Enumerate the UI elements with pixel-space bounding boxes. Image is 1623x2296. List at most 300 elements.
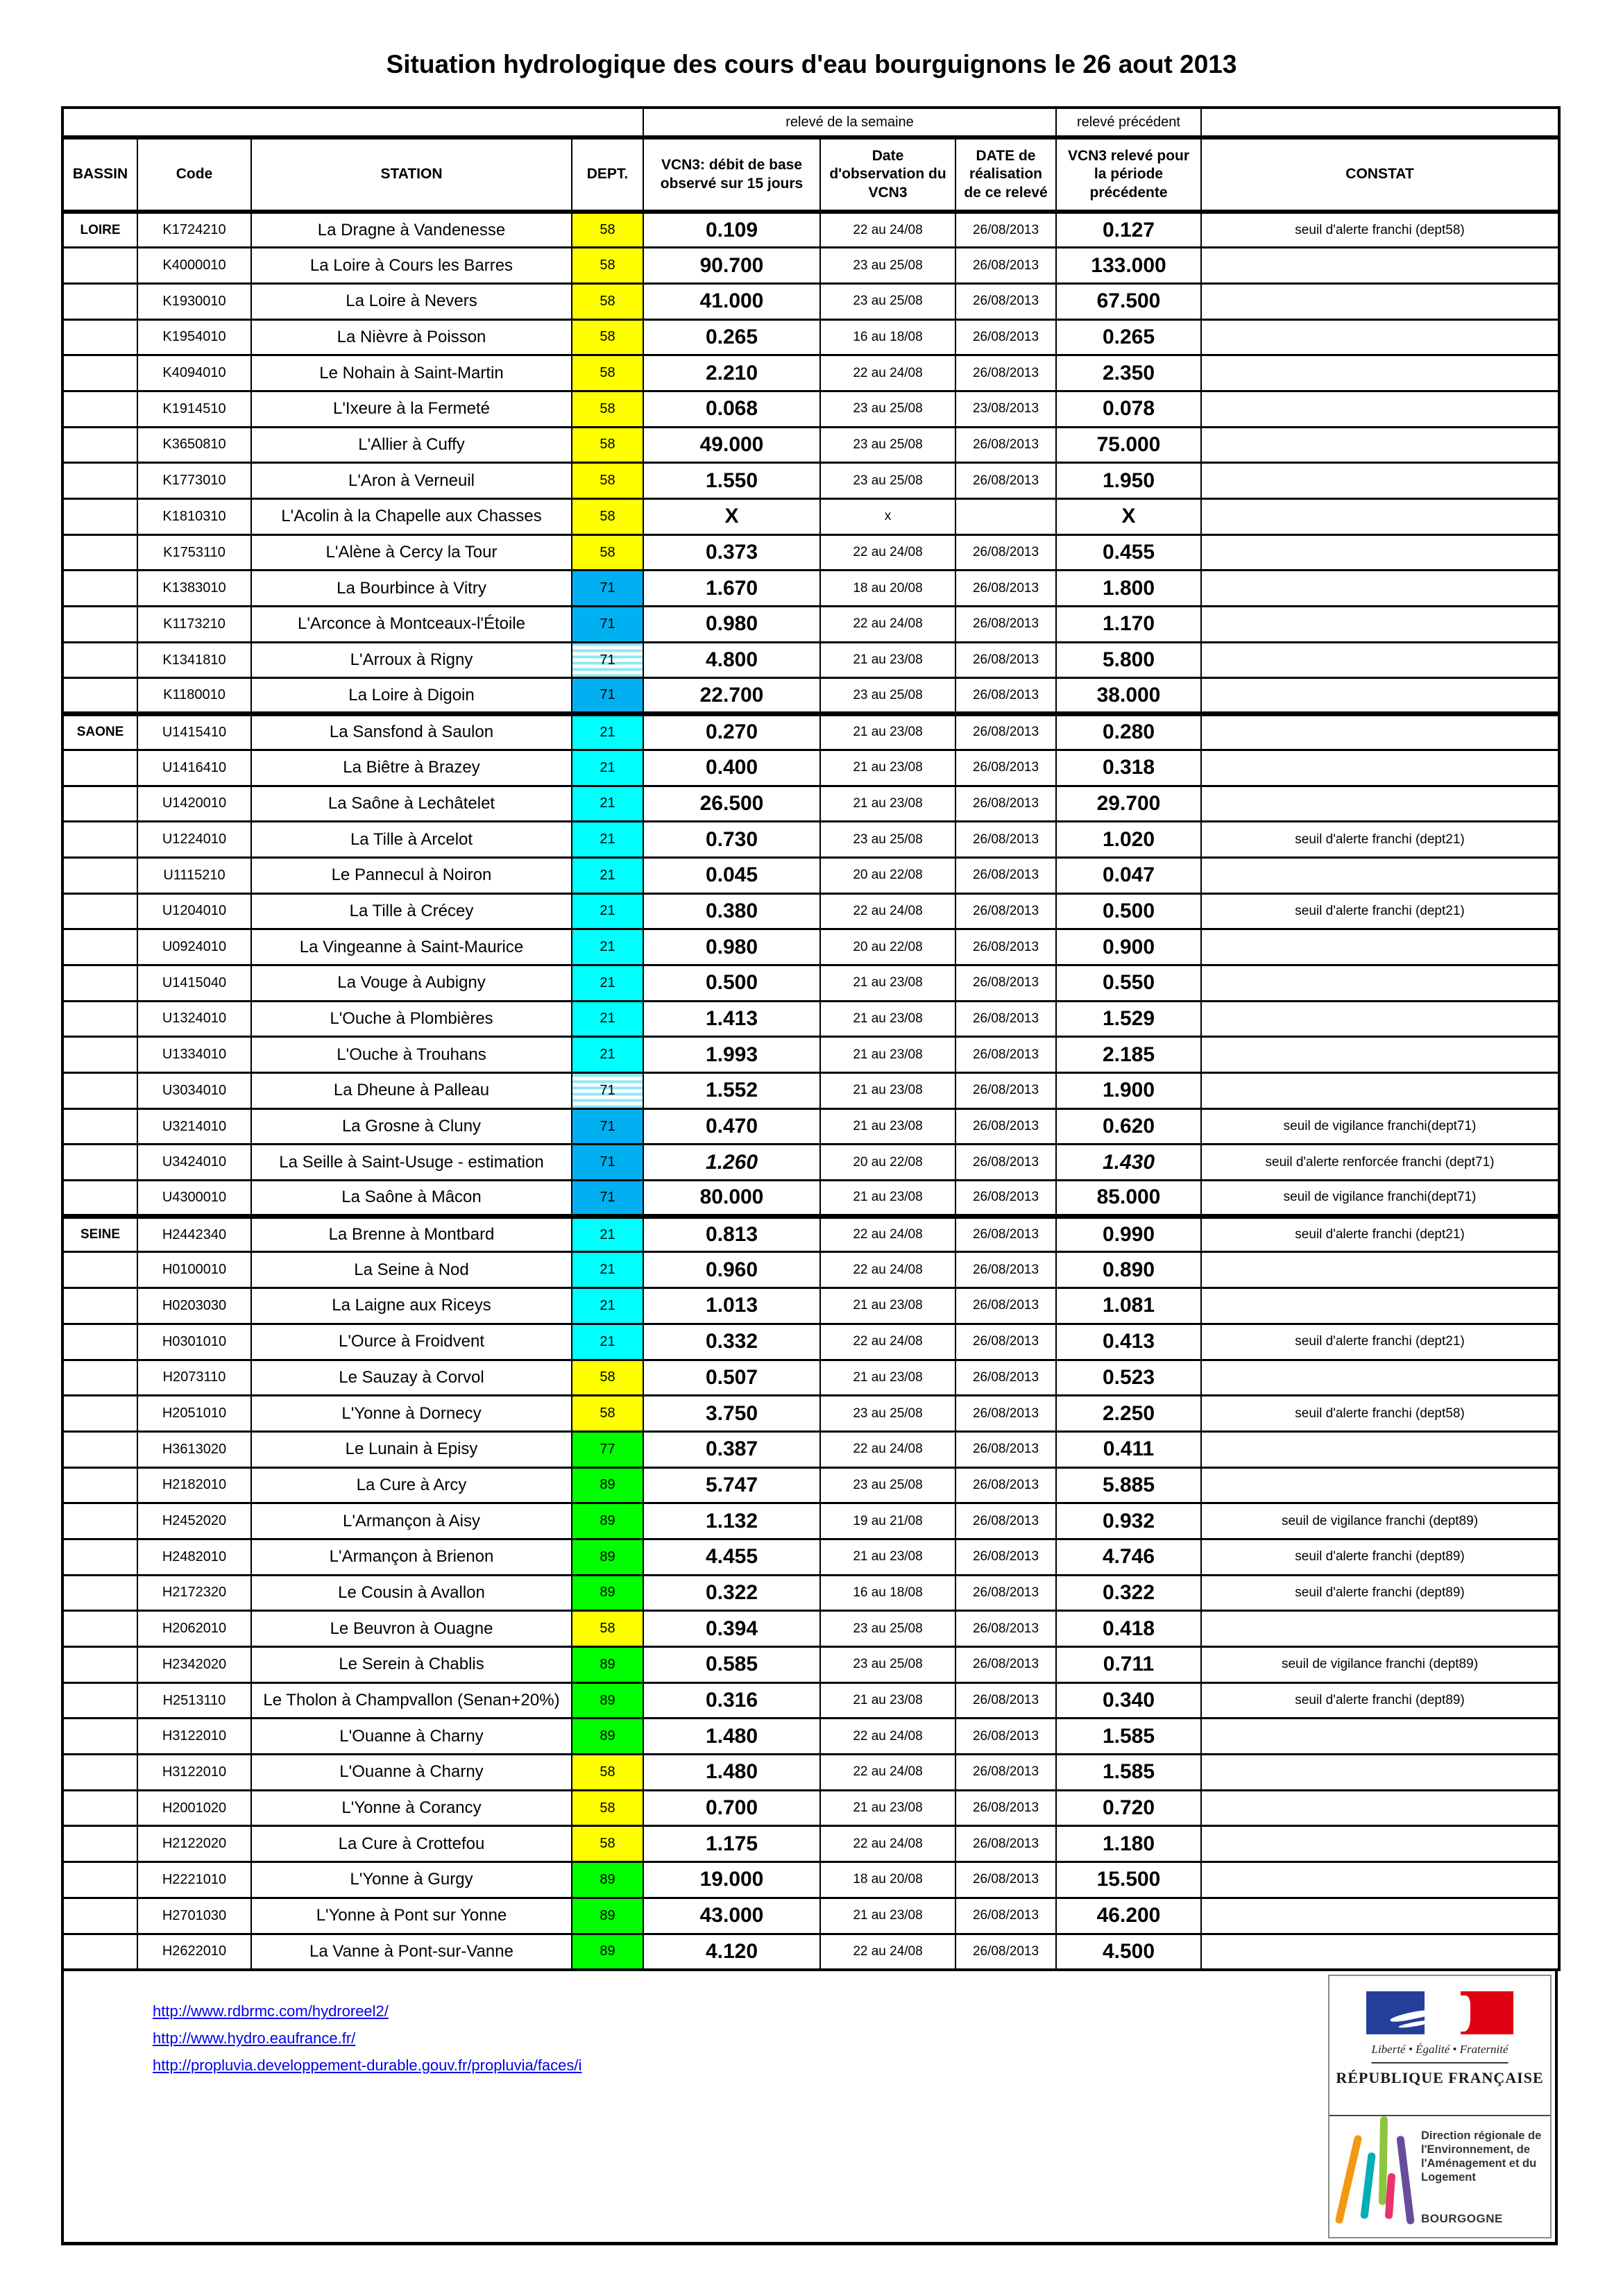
cell-dept: 58 — [572, 463, 643, 499]
cell-vcn3: 22.700 — [643, 678, 820, 714]
cell-bassin — [62, 1431, 137, 1467]
cell-vcn3prev: 2.250 — [1056, 1396, 1201, 1432]
cell-vcn3: X — [643, 499, 820, 535]
cell-station: Le Lunain à Episy — [251, 1431, 572, 1467]
cell-vcn3prev: 133.000 — [1056, 248, 1201, 284]
cell-bassin — [62, 1503, 137, 1539]
column-header-date-obs: Date d'observation du VCN3 — [820, 137, 955, 212]
cell-bassin — [62, 642, 137, 678]
cell-code: H2482010 — [137, 1539, 251, 1575]
cell-bassin: SAONE — [62, 714, 137, 750]
cell-dept: 89 — [572, 1467, 643, 1503]
column-header-constat: CONSTAT — [1201, 137, 1559, 212]
cell-vcn3prev: 38.000 — [1056, 678, 1201, 714]
cell-vcn3: 0.700 — [643, 1790, 820, 1826]
cell-station: La Brenne à Montbard — [251, 1216, 572, 1252]
cell-datereal: 26/08/2013 — [955, 786, 1056, 822]
cell-vcn3: 0.109 — [643, 212, 820, 248]
cell-vcn3prev: 2.350 — [1056, 355, 1201, 391]
cell-vcn3prev: 29.700 — [1056, 786, 1201, 822]
cell-dept: 58 — [572, 212, 643, 248]
cell-dateobs: 21 au 23/08 — [820, 1360, 955, 1396]
cell-constat — [1201, 1719, 1559, 1755]
cell-code: K1773010 — [137, 463, 251, 499]
cell-code: U1415410 — [137, 714, 251, 750]
cell-code: U1324010 — [137, 1001, 251, 1037]
table-row — [62, 1503, 1559, 1539]
table-row — [62, 822, 1559, 858]
cell-vcn3: 1.013 — [643, 1288, 820, 1324]
cell-constat — [1201, 607, 1559, 643]
cell-bassin — [62, 1826, 137, 1862]
cell-code: H2452020 — [137, 1503, 251, 1539]
cell-datereal: 26/08/2013 — [955, 1252, 1056, 1288]
table-row — [62, 1037, 1559, 1073]
cell-dateobs: 20 au 22/08 — [820, 929, 955, 965]
cell-dept: 21 — [572, 786, 643, 822]
cell-dept: 89 — [572, 1898, 643, 1934]
cell-vcn3: 1.480 — [643, 1755, 820, 1791]
cell-bassin — [62, 1575, 137, 1611]
cell-dept: 21 — [572, 1216, 643, 1252]
cell-station: La Vouge à Aubigny — [251, 965, 572, 1001]
cell-code: K1724210 — [137, 212, 251, 248]
cell-dept: 71 — [572, 607, 643, 643]
cell-dateobs: 23 au 25/08 — [820, 463, 955, 499]
table-row — [62, 463, 1559, 499]
cell-constat: seuil d'alerte franchi (dept58) — [1201, 1396, 1559, 1432]
cell-station: Le Serein à Chablis — [251, 1647, 572, 1683]
cell-dateobs: 21 au 23/08 — [820, 1108, 955, 1145]
cell-station: La Seille à Saint-Usuge - estimation — [251, 1145, 572, 1181]
cell-datereal: 26/08/2013 — [955, 571, 1056, 607]
cell-code: K1930010 — [137, 283, 251, 319]
table-row — [62, 1108, 1559, 1145]
cell-dateobs: 21 au 23/08 — [820, 642, 955, 678]
cell-code: K1810310 — [137, 499, 251, 535]
table-row — [62, 1145, 1559, 1181]
cell-vcn3: 26.500 — [643, 786, 820, 822]
cell-vcn3prev: 0.550 — [1056, 965, 1201, 1001]
cell-dateobs: 20 au 22/08 — [820, 1145, 955, 1181]
cell-dept: 58 — [572, 391, 643, 427]
cell-vcn3prev: 0.932 — [1056, 1503, 1201, 1539]
cell-dept: 89 — [572, 1503, 643, 1539]
cell-bassin — [62, 822, 137, 858]
cell-vcn3: 0.980 — [643, 929, 820, 965]
cell-datereal: 26/08/2013 — [955, 1898, 1056, 1934]
cell-dept: 21 — [572, 857, 643, 893]
cell-vcn3prev: 15.500 — [1056, 1862, 1201, 1898]
cell-vcn3: 1.413 — [643, 1001, 820, 1037]
cell-dateobs: 22 au 24/08 — [820, 1826, 955, 1862]
table-row — [62, 534, 1559, 571]
cell-dept: 89 — [572, 1862, 643, 1898]
cell-dateobs: 23 au 25/08 — [820, 678, 955, 714]
cell-bassin — [62, 1611, 137, 1647]
table-row — [62, 786, 1559, 822]
cell-code: U1224010 — [137, 822, 251, 858]
cell-datereal: 26/08/2013 — [955, 1037, 1056, 1073]
cell-station: La Bourbince à Vitry — [251, 571, 572, 607]
cell-code: H2001020 — [137, 1790, 251, 1826]
cell-dept: 58 — [572, 355, 643, 391]
cell-vcn3: 1.670 — [643, 571, 820, 607]
cell-station: La Tille à Crécey — [251, 893, 572, 929]
cell-constat — [1201, 1934, 1559, 1970]
cell-constat — [1201, 750, 1559, 786]
cell-dept: 89 — [572, 1647, 643, 1683]
cell-vcn3prev: 46.200 — [1056, 1898, 1201, 1934]
table-row — [62, 1288, 1559, 1324]
cell-constat — [1201, 642, 1559, 678]
cell-dept: 89 — [572, 1575, 643, 1611]
cell-constat — [1201, 391, 1559, 427]
cell-constat — [1201, 1001, 1559, 1037]
cell-station: La Vanne à Pont-sur-Vanne — [251, 1934, 572, 1970]
cell-code: K1914510 — [137, 391, 251, 427]
table-row — [62, 1934, 1559, 1970]
cell-station: L'Armançon à Brienon — [251, 1539, 572, 1575]
cell-constat — [1201, 463, 1559, 499]
cell-datereal: 26/08/2013 — [955, 965, 1056, 1001]
cell-bassin — [62, 1324, 137, 1360]
cell-bassin — [62, 1934, 137, 1970]
table-row — [62, 1755, 1559, 1791]
cell-vcn3prev: 1.529 — [1056, 1001, 1201, 1037]
cell-dateobs: 23 au 25/08 — [820, 427, 955, 463]
cell-dept: 21 — [572, 1252, 643, 1288]
cell-code: H2221010 — [137, 1862, 251, 1898]
cell-bassin — [62, 1181, 137, 1217]
cell-dateobs: 22 au 24/08 — [820, 1252, 955, 1288]
table-row — [62, 1647, 1559, 1683]
cell-dateobs: 21 au 23/08 — [820, 1181, 955, 1217]
cell-vcn3: 0.394 — [643, 1611, 820, 1647]
cell-bassin — [62, 1108, 137, 1145]
cell-datereal: 26/08/2013 — [955, 714, 1056, 750]
cell-bassin: SEINE — [62, 1216, 137, 1252]
cell-vcn3prev: 5.800 — [1056, 642, 1201, 678]
cell-dept: 71 — [572, 1073, 643, 1109]
cell-vcn3prev: 1.800 — [1056, 571, 1201, 607]
cell-vcn3prev: 2.185 — [1056, 1037, 1201, 1073]
cell-dept: 89 — [572, 1682, 643, 1719]
cell-vcn3: 0.507 — [643, 1360, 820, 1396]
cell-code: H0301010 — [137, 1324, 251, 1360]
cell-datereal: 26/08/2013 — [955, 1145, 1056, 1181]
cell-code: H0203030 — [137, 1288, 251, 1324]
group-header-blank-right — [1201, 108, 1559, 137]
group-header-row — [62, 108, 1559, 137]
cell-constat — [1201, 427, 1559, 463]
table-row — [62, 1431, 1559, 1467]
cell-code: H3613020 — [137, 1431, 251, 1467]
cell-code: U1416410 — [137, 750, 251, 786]
cell-station: L'Armançon à Aisy — [251, 1503, 572, 1539]
cell-dept: 21 — [572, 929, 643, 965]
cell-dateobs: 22 au 24/08 — [820, 1431, 955, 1467]
link-hydroreel[interactable]: http://www.rdbrmc.com/hydroreel2/ — [153, 2002, 389, 2020]
cell-dept: 58 — [572, 427, 643, 463]
cell-dept: 21 — [572, 1324, 643, 1360]
cell-vcn3: 2.210 — [643, 355, 820, 391]
cell-bassin — [62, 1037, 137, 1073]
table-row — [62, 283, 1559, 319]
table-row — [62, 1862, 1559, 1898]
cell-datereal: 26/08/2013 — [955, 822, 1056, 858]
cell-constat: seuil de vigilance franchi(dept71) — [1201, 1181, 1559, 1217]
group-header-previous: relevé précédent — [1056, 108, 1201, 137]
cell-dept: 58 — [572, 1360, 643, 1396]
cell-datereal: 26/08/2013 — [955, 929, 1056, 965]
table-row — [62, 1611, 1559, 1647]
table-row — [62, 1467, 1559, 1503]
cell-vcn3prev: 4.746 — [1056, 1539, 1201, 1575]
cell-code: H2172320 — [137, 1575, 251, 1611]
cell-code: K1173210 — [137, 607, 251, 643]
cell-constat — [1201, 857, 1559, 893]
cell-datereal: 26/08/2013 — [955, 1539, 1056, 1575]
cell-bassin — [62, 1647, 137, 1683]
cell-bassin — [62, 1360, 137, 1396]
cell-constat — [1201, 1611, 1559, 1647]
cell-dateobs: 22 au 24/08 — [820, 1216, 955, 1252]
cell-datereal: 26/08/2013 — [955, 1790, 1056, 1826]
cell-bassin — [62, 1682, 137, 1719]
cell-code: U1204010 — [137, 893, 251, 929]
dreal-stick-purple-icon — [1396, 2136, 1415, 2225]
table-row — [62, 427, 1559, 463]
cell-code: H2622010 — [137, 1934, 251, 1970]
cell-vcn3: 0.068 — [643, 391, 820, 427]
cell-code: U1334010 — [137, 1037, 251, 1073]
cell-datereal: 26/08/2013 — [955, 1216, 1056, 1252]
cell-dept: 58 — [572, 1396, 643, 1432]
cell-station: La Dheune à Palleau — [251, 1073, 572, 1109]
cell-constat — [1201, 678, 1559, 714]
cell-vcn3prev: 67.500 — [1056, 283, 1201, 319]
cell-bassin — [62, 678, 137, 714]
cell-datereal: 26/08/2013 — [955, 1288, 1056, 1324]
cell-constat: seuil d'alerte franchi (dept89) — [1201, 1575, 1559, 1611]
cell-dept: 21 — [572, 822, 643, 858]
cell-datereal: 26/08/2013 — [955, 1396, 1056, 1432]
cell-dateobs: 22 au 24/08 — [820, 212, 955, 248]
cell-vcn3prev: 5.885 — [1056, 1467, 1201, 1503]
dreal-stick-teal-icon — [1360, 2152, 1376, 2220]
cell-code: U3424010 — [137, 1145, 251, 1181]
table-row — [62, 750, 1559, 786]
cell-datereal: 26/08/2013 — [955, 678, 1056, 714]
cell-datereal: 23/08/2013 — [955, 391, 1056, 427]
cell-station: L'Ouche à Trouhans — [251, 1037, 572, 1073]
cell-bassin — [62, 965, 137, 1001]
cell-station: L'Ixeure à la Fermeté — [251, 391, 572, 427]
cell-constat: seuil d'alerte franchi (dept21) — [1201, 893, 1559, 929]
cell-code: U4300010 — [137, 1181, 251, 1217]
table-row — [62, 1181, 1559, 1217]
cell-dateobs: 22 au 24/08 — [820, 1755, 955, 1791]
cell-dept: 58 — [572, 534, 643, 571]
cell-dept: 21 — [572, 965, 643, 1001]
cell-datereal: 26/08/2013 — [955, 1611, 1056, 1647]
cell-station: La Vingeanne à Saint-Maurice — [251, 929, 572, 965]
cell-dateobs: 21 au 23/08 — [820, 1001, 955, 1037]
cell-station: L'Arroux à Rigny — [251, 642, 572, 678]
cell-dateobs: 23 au 25/08 — [820, 822, 955, 858]
cell-station: L'Yonne à Dornecy — [251, 1396, 572, 1432]
cell-code: U1115210 — [137, 857, 251, 893]
motto-text: Liberté • Égalité • Fraternité — [1372, 2043, 1509, 2063]
cell-station: La Biêtre à Brazey — [251, 750, 572, 786]
cell-dateobs: 22 au 24/08 — [820, 607, 955, 643]
cell-dept: 21 — [572, 1001, 643, 1037]
cell-dept: 71 — [572, 571, 643, 607]
cell-constat — [1201, 714, 1559, 750]
cell-vcn3prev: 0.900 — [1056, 929, 1201, 965]
cell-bassin — [62, 571, 137, 607]
cell-vcn3: 4.455 — [643, 1539, 820, 1575]
cell-vcn3prev: 0.620 — [1056, 1108, 1201, 1145]
cell-dateobs: 23 au 25/08 — [820, 391, 955, 427]
cell-station: L'Ouanne à Charny — [251, 1755, 572, 1791]
cell-dateobs: 18 au 20/08 — [820, 571, 955, 607]
cell-vcn3prev: 75.000 — [1056, 427, 1201, 463]
cell-dept: 58 — [572, 319, 643, 355]
cell-vcn3: 0.270 — [643, 714, 820, 750]
dreal-logo — [1329, 2116, 1550, 2236]
cell-datereal: 26/08/2013 — [955, 212, 1056, 248]
cell-bassin — [62, 534, 137, 571]
table-row — [62, 1396, 1559, 1432]
cell-dateobs: 21 au 23/08 — [820, 1682, 955, 1719]
column-header-vcn3-prev: VCN3 relevé pour la période précédente — [1056, 137, 1201, 212]
cell-datereal: 26/08/2013 — [955, 283, 1056, 319]
table-row — [62, 714, 1559, 750]
cell-station: L'Yonne à Corancy — [251, 1790, 572, 1826]
cell-station: L'Acolin à la Chapelle aux Chasses — [251, 499, 572, 535]
cell-dept: 71 — [572, 1145, 643, 1181]
cell-dept: 21 — [572, 893, 643, 929]
cell-dateobs: 21 au 23/08 — [820, 750, 955, 786]
cell-constat: seuil d'alerte renforcée franchi (dept71) — [1201, 1145, 1559, 1181]
cell-code: K1341810 — [137, 642, 251, 678]
cell-constat: seuil de vigilance franchi (dept89) — [1201, 1647, 1559, 1683]
cell-datereal: 26/08/2013 — [955, 463, 1056, 499]
cell-code: H2442340 — [137, 1216, 251, 1252]
cell-constat: seuil de vigilance franchi(dept71) — [1201, 1108, 1559, 1145]
cell-constat — [1201, 355, 1559, 391]
cell-code: U3214010 — [137, 1108, 251, 1145]
cell-datereal: 26/08/2013 — [955, 1826, 1056, 1862]
cell-code: H2073110 — [137, 1360, 251, 1396]
group-header-blank-left — [62, 108, 643, 137]
cell-dept: 89 — [572, 1539, 643, 1575]
cell-bassin — [62, 463, 137, 499]
cell-datereal: 26/08/2013 — [955, 857, 1056, 893]
table-row — [62, 965, 1559, 1001]
cell-code: U1420010 — [137, 786, 251, 822]
cell-datereal: 26/08/2013 — [955, 1934, 1056, 1970]
table-row — [62, 642, 1559, 678]
table-row — [62, 1682, 1559, 1719]
cell-bassin — [62, 499, 137, 535]
cell-constat — [1201, 1755, 1559, 1791]
cell-station: La Laigne aux Riceys — [251, 1288, 572, 1324]
cell-station: La Nièvre à Poisson — [251, 319, 572, 355]
cell-station: La Sansfond à Saulon — [251, 714, 572, 750]
cell-constat: seuil de vigilance franchi (dept89) — [1201, 1503, 1559, 1539]
link-eaufrance[interactable]: http://www.hydro.eaufrance.fr/ — [153, 2029, 356, 2047]
table-row — [62, 499, 1559, 535]
cell-dateobs: 21 au 23/08 — [820, 965, 955, 1001]
cell-dept: 21 — [572, 1288, 643, 1324]
dreal-region: BOURGOGNE — [1421, 2212, 1503, 2225]
table-row — [62, 319, 1559, 355]
cell-bassin — [62, 893, 137, 929]
cell-vcn3: 80.000 — [643, 1181, 820, 1217]
cell-datereal: 26/08/2013 — [955, 1073, 1056, 1109]
cell-datereal: 26/08/2013 — [955, 1682, 1056, 1719]
table-row — [62, 1790, 1559, 1826]
cell-code: H2701030 — [137, 1898, 251, 1934]
footer — [61, 1969, 1558, 2245]
dreal-title: Direction régionale de l'Environnement, de l'Aménagement et du Logement — [1421, 2129, 1542, 2184]
table-row — [62, 212, 1559, 248]
cell-vcn3: 0.045 — [643, 857, 820, 893]
cell-vcn3: 0.265 — [643, 319, 820, 355]
cell-vcn3prev: 0.127 — [1056, 212, 1201, 248]
cell-constat — [1201, 965, 1559, 1001]
cell-dateobs: 21 au 23/08 — [820, 1539, 955, 1575]
page-title: Situation hydrologique des cours d'eau bourguignons le 26 aout 2013 — [386, 50, 1237, 78]
cell-station: Le Sauzay à Corvol — [251, 1360, 572, 1396]
cell-datereal: 26/08/2013 — [955, 642, 1056, 678]
cell-bassin — [62, 1252, 137, 1288]
cell-code: U1415040 — [137, 965, 251, 1001]
cell-bassin — [62, 1862, 137, 1898]
cell-bassin — [62, 248, 137, 284]
cell-vcn3: 49.000 — [643, 427, 820, 463]
cell-dept: 71 — [572, 1181, 643, 1217]
cell-station: La Saône à Mâcon — [251, 1181, 572, 1217]
cell-vcn3: 1.550 — [643, 463, 820, 499]
cell-station: Le Beuvron à Ouagne — [251, 1611, 572, 1647]
column-header-date-releve: DATE de réalisation de ce relevé — [955, 137, 1056, 212]
cell-datereal: 26/08/2013 — [955, 1431, 1056, 1467]
cell-dept: 89 — [572, 1934, 643, 1970]
cell-vcn3prev: 0.418 — [1056, 1611, 1201, 1647]
link-propluvia[interactable]: http://propluvia.developpement-durable.gouv.fr/propluvia/faces/i — [153, 2057, 582, 2074]
cell-bassin — [62, 1898, 137, 1934]
cell-station: La Seine à Nod — [251, 1252, 572, 1288]
cell-code: U3034010 — [137, 1073, 251, 1109]
cell-vcn3: 0.332 — [643, 1324, 820, 1360]
cell-station: L'Ouanne à Charny — [251, 1719, 572, 1755]
cell-datereal: 26/08/2013 — [955, 1575, 1056, 1611]
cell-datereal: 26/08/2013 — [955, 319, 1056, 355]
cell-bassin — [62, 750, 137, 786]
cell-bassin — [62, 857, 137, 893]
cell-datereal: 26/08/2013 — [955, 1862, 1056, 1898]
table-row — [62, 1001, 1559, 1037]
cell-datereal: 26/08/2013 — [955, 1467, 1056, 1503]
cell-dept: 77 — [572, 1431, 643, 1467]
cell-constat — [1201, 499, 1559, 535]
cell-code: K1753110 — [137, 534, 251, 571]
cell-code: H2062010 — [137, 1611, 251, 1647]
